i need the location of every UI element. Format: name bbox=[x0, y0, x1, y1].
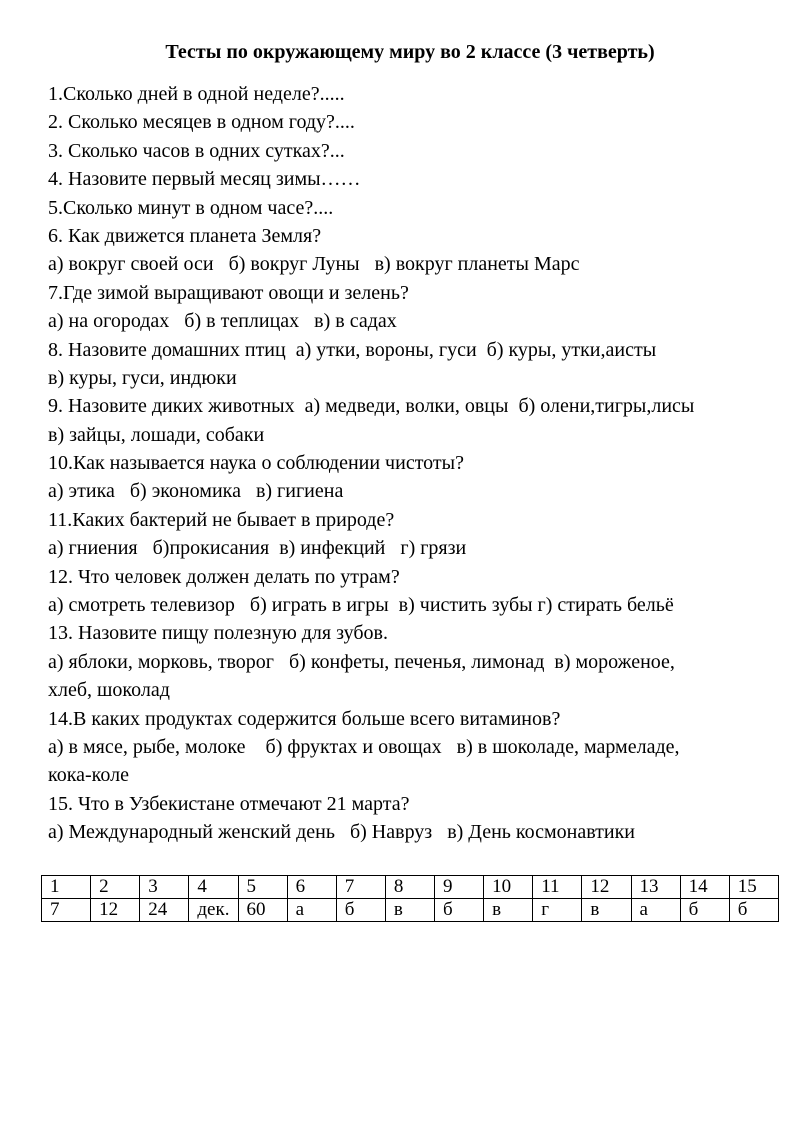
table-cell: 15 bbox=[729, 876, 778, 899]
text-line: 10.Как называется наука о соблюдении чистоты? bbox=[48, 452, 464, 475]
text-line: 12. Что человек должен делать по утрам? bbox=[48, 565, 400, 588]
text-line: а) в мясе, рыбе, молоке б) фруктах и овощах в) в шоколаде, мармеладе, bbox=[48, 735, 680, 758]
table-cell: в bbox=[582, 899, 631, 922]
table-cell: 24 bbox=[140, 899, 189, 922]
table-row-numbers bbox=[42, 876, 779, 899]
text-line: в) куры, гуси, индюки bbox=[48, 366, 237, 389]
text-line: 8. Назовите домашних птиц а) утки, вороны, гуси б) куры, утки,аисты bbox=[48, 338, 657, 361]
table-cell: 2 bbox=[91, 876, 140, 899]
text-line: а) гниения б)прокисания в) инфекций г) грязи bbox=[48, 537, 467, 560]
text-line: кока-коле bbox=[48, 764, 129, 787]
table-cell: б bbox=[435, 899, 484, 922]
table-cell: 7 bbox=[42, 899, 91, 922]
table-cell: 11 bbox=[533, 876, 582, 899]
test-questions bbox=[48, 80, 788, 847]
table-cell: дек. bbox=[189, 899, 238, 922]
table-cell: 4 bbox=[189, 876, 238, 899]
text-line: 7.Где зимой выращивают овощи и зелень? bbox=[48, 281, 409, 304]
answer-table bbox=[41, 875, 779, 922]
table-cell: 1 bbox=[42, 876, 91, 899]
text-line: 15. Что в Узбекистане отмечают 21 марта? bbox=[48, 792, 410, 815]
table-cell: 10 bbox=[484, 876, 533, 899]
table-cell: б bbox=[336, 899, 385, 922]
table-cell: 7 bbox=[336, 876, 385, 899]
table-cell: 12 bbox=[91, 899, 140, 922]
table-cell: б bbox=[729, 899, 778, 922]
text-line: 11.Каких бактерий не бывает в природе? bbox=[48, 508, 395, 531]
table-cell: а bbox=[287, 899, 336, 922]
table-cell: 5 bbox=[238, 876, 287, 899]
table-cell: 60 bbox=[238, 899, 287, 922]
text-line: а) вокруг своей оси б) вокруг Луны в) вокруг планеты Марс bbox=[48, 253, 580, 276]
text-line: хлеб, шоколад bbox=[48, 679, 170, 702]
text-line: а) этика б) экономика в) гигиена bbox=[48, 480, 344, 503]
text-line: 14.В каких продуктах содержится больше всего витаминов? bbox=[48, 707, 561, 730]
text-line: а) смотреть телевизор б) играть в игры в) чистить зубы г) стирать бельё bbox=[48, 594, 674, 617]
table-cell: в bbox=[484, 899, 533, 922]
text-line: а) яблоки, морковь, творог б) конфеты, печенья, лимонад в) мороженое, bbox=[48, 650, 675, 673]
text-line: 4. Назовите первый месяц зимы…… bbox=[48, 168, 361, 191]
text-line: 9. Назовите диких животных а) медведи, волки, овцы б) олени,тигры,лисы bbox=[48, 395, 695, 418]
table-cell: 14 bbox=[680, 876, 729, 899]
table-cell: 3 bbox=[140, 876, 189, 899]
text-line: 13. Назовите пищу полезную для зубов. bbox=[48, 622, 388, 645]
table-cell: 6 bbox=[287, 876, 336, 899]
table-cell: в bbox=[385, 899, 434, 922]
table-cell: 9 bbox=[435, 876, 484, 899]
table-cell: б bbox=[680, 899, 729, 922]
text-line: 2. Сколько месяцев в одном году?.... bbox=[48, 111, 355, 134]
text-line: 6. Как движется планета Земля? bbox=[48, 224, 322, 247]
table-cell: 13 bbox=[631, 876, 680, 899]
text-line: в) зайцы, лошади, собаки bbox=[48, 423, 265, 446]
table-cell: г bbox=[533, 899, 582, 922]
document-title: Тесты по окружающему миру во 2 классе (3 четверть) bbox=[165, 41, 655, 63]
text-line: 3. Сколько часов в одних сутках?... bbox=[48, 139, 345, 162]
table-cell: 8 bbox=[385, 876, 434, 899]
table-row-answers bbox=[42, 899, 779, 922]
text-line: 1.Сколько дней в одной неделе?..... bbox=[48, 83, 345, 105]
text-line: 5.Сколько минут в одном часе?.... bbox=[48, 196, 334, 219]
text-line: а) Международный женский день б) Навруз в) День космонавтики bbox=[48, 821, 636, 844]
table-cell: а bbox=[631, 899, 680, 922]
table-cell: 12 bbox=[582, 876, 631, 899]
text-line: а) на огородах б) в теплицах в) в садах bbox=[48, 310, 397, 333]
